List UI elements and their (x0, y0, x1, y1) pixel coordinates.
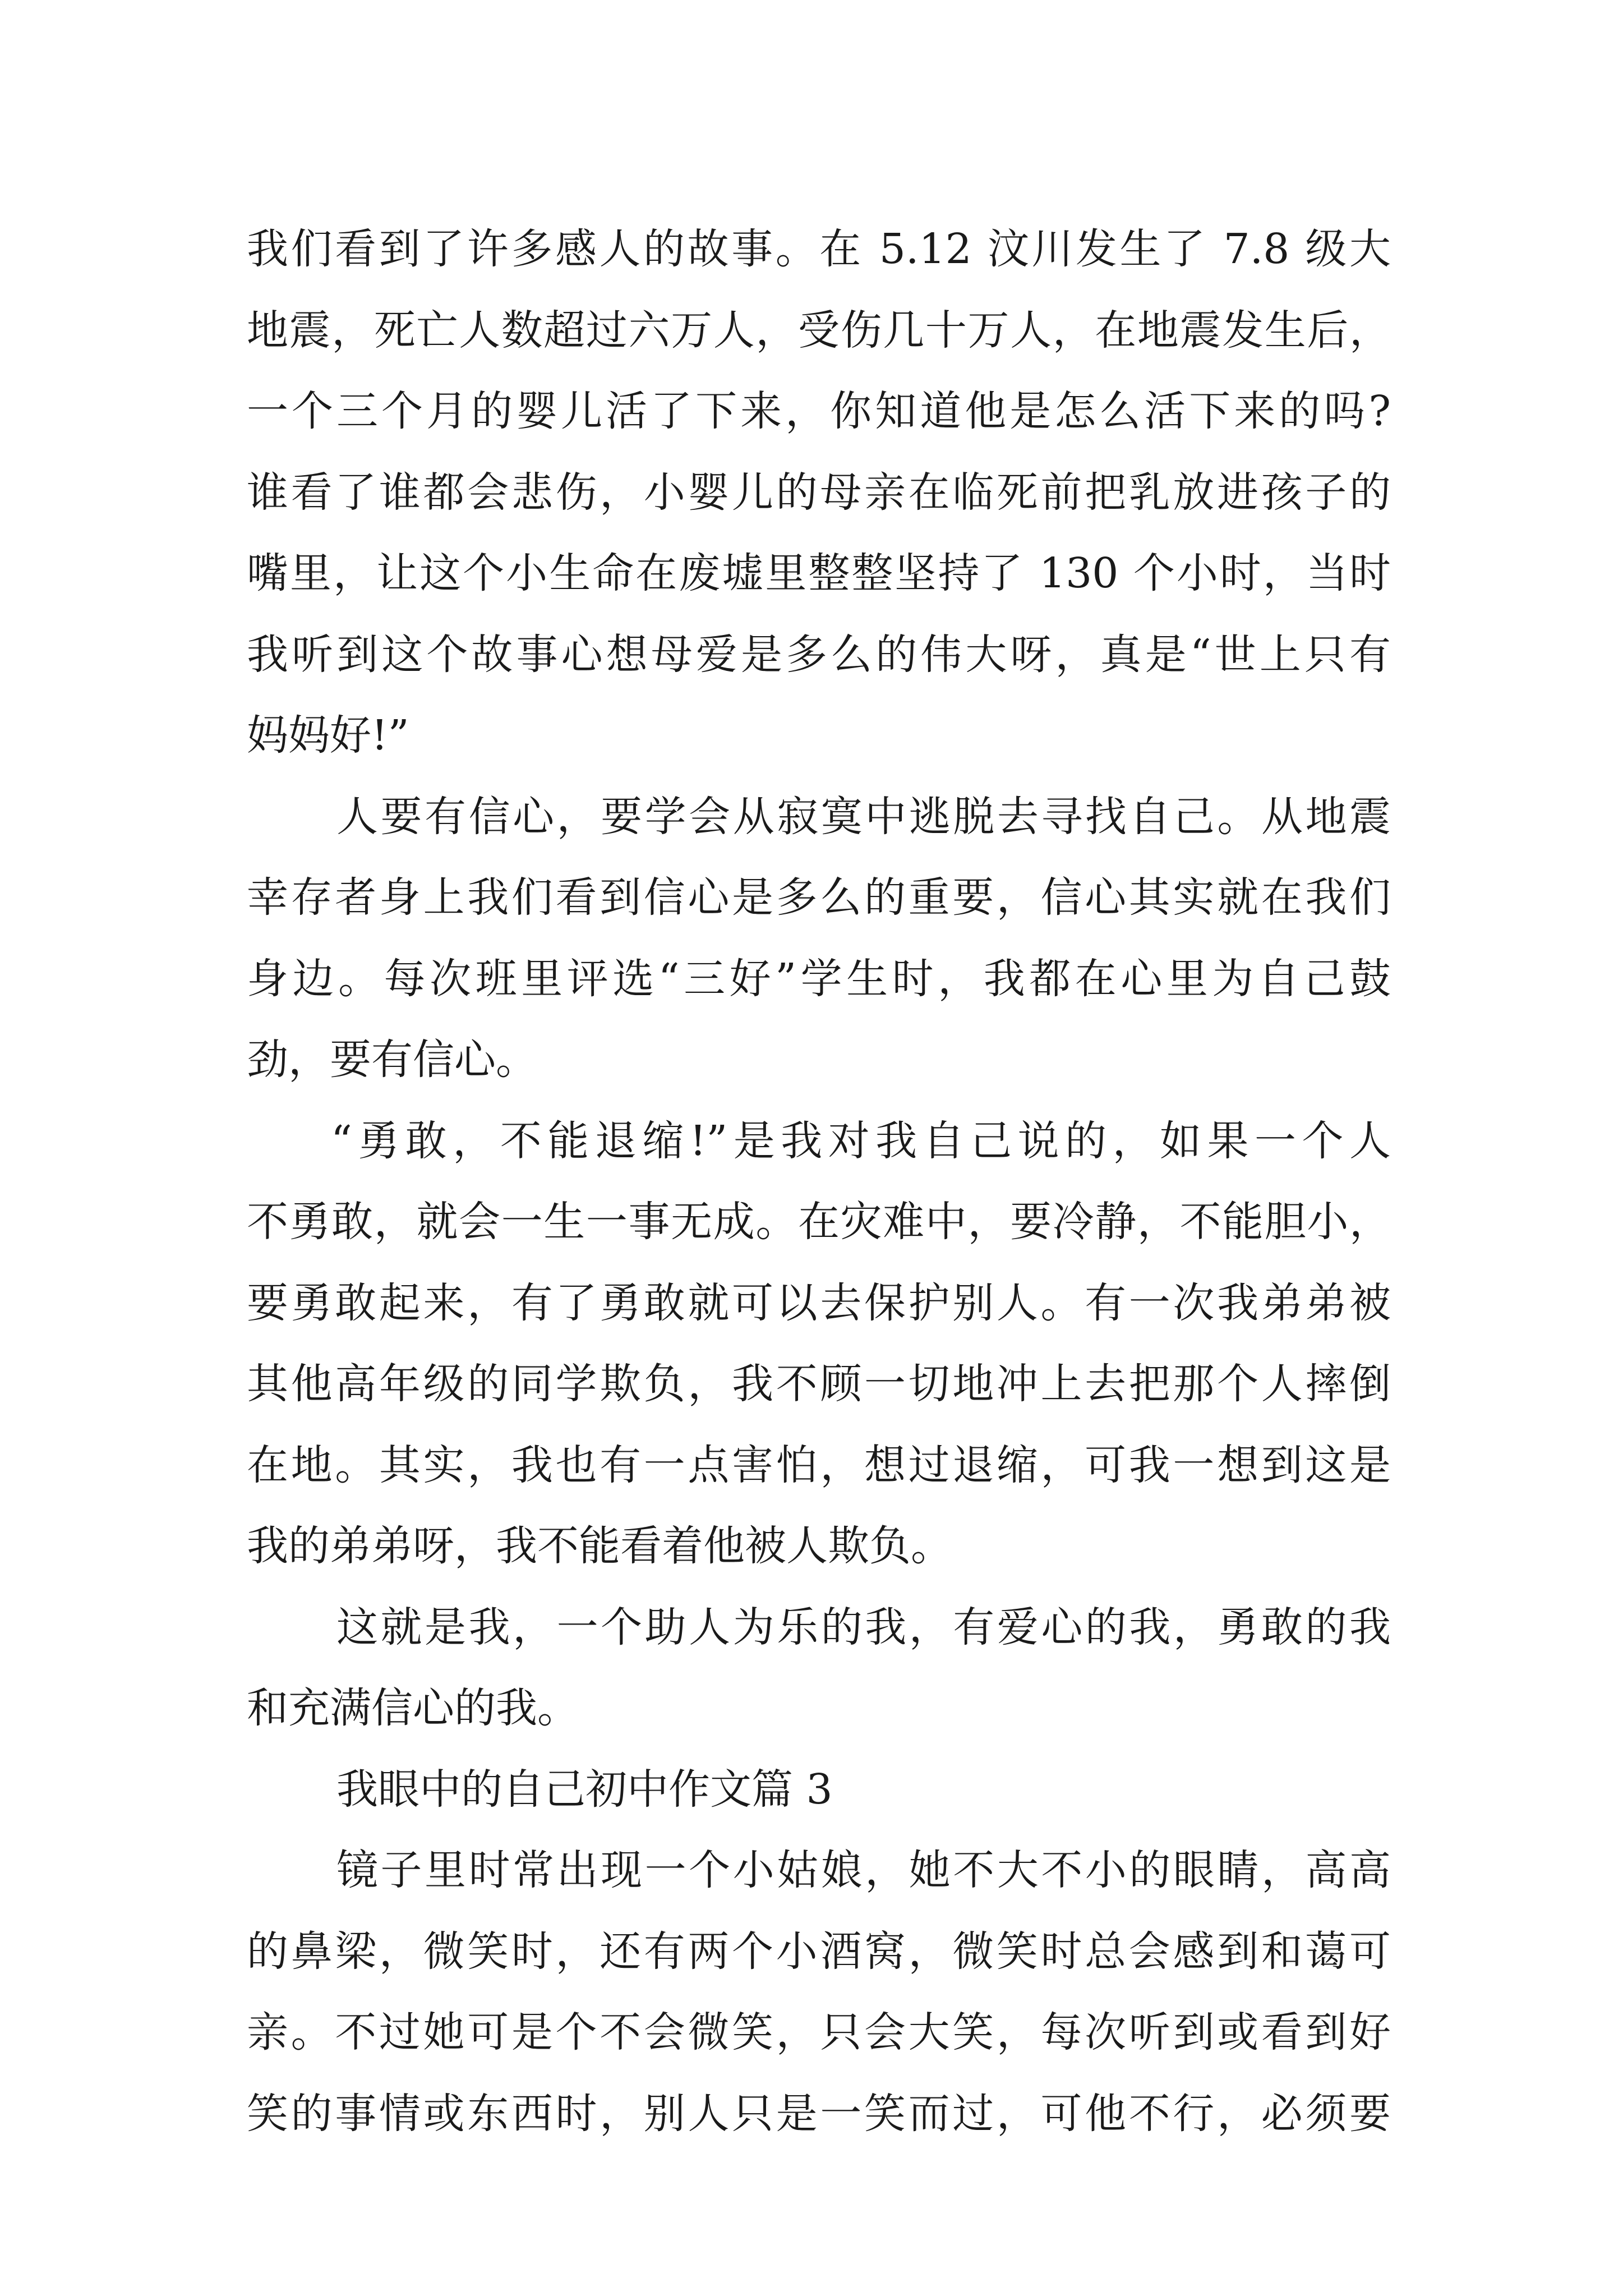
text-line-10: 身边。每次班里评选“三好”学生时，我都在心里为自己鼓 (247, 954, 1391, 1003)
text-line-6: 我听到这个故事心想母爱是多么的伟大呀，真是“世上只有 (247, 630, 1391, 679)
text-line-14: 要勇敢起来，有了勇敢就可以去保护别人。有一次我弟弟被 (247, 1278, 1391, 1327)
text-line-2: 地震，死亡人数超过六万人，受伤几十万人，在地震发生后， (247, 306, 1391, 355)
text-line-8: 人要有信心，要学会从寂寞中逃脱去寻找自己。从地震 (336, 792, 1391, 841)
text-line-3: 一个三个月的婴儿活了下来，你知道他是怎么活下来的吗? (247, 387, 1391, 435)
text-line-13: 不勇敢，就会一生一事无成。在灾难中，要冷静，不能胆小， (247, 1198, 1391, 1246)
document-body (247, 209, 1391, 2154)
text-line-9: 幸存者身上我们看到信心是多么的重要，信心其实就在我们 (247, 873, 1391, 922)
text-line-21: 镜子里时常出现一个小姑娘，她不大不小的眼睛，高高 (336, 1846, 1391, 1894)
section-heading: 我眼中的自己初中作文篇 3 (336, 1765, 833, 1814)
text-line-24: 笑的事情或东西时，别人只是一笑而过，可他不行，必须要 (247, 2089, 1391, 2138)
text-line-22: 的鼻梁，微笑时，还有两个小酒窝，微笑时总会感到和蔼可 (247, 1927, 1391, 1976)
text-line-11: 劲，要有信心。 (247, 1036, 537, 1084)
text-line-7: 妈妈好!” (247, 711, 409, 760)
text-line-18: 这就是我，一个助人为乐的我，有爱心的我，勇敢的我 (336, 1603, 1391, 1651)
text-line-23: 亲。不过她可是个不会微笑，只会大笑，每次听到或看到好 (247, 2008, 1391, 2056)
text-line-5: 嘴里，让这个小生命在废墟里整整坚持了 130 个小时，当时 (247, 549, 1391, 597)
text-line-17: 我的弟弟呀，我不能看着他被人欺负。 (247, 1522, 952, 1570)
text-line-1: 我们看到了许多感人的故事。在 5.12 汶川发生了 7.8 级大 (247, 225, 1391, 273)
text-line-4: 谁看了谁都会悲伤，小婴儿的母亲在临死前把乳放进孩子的 (247, 468, 1391, 517)
text-line-16: 在地。其实，我也有一点害怕，想过退缩，可我一想到这是 (247, 1441, 1391, 1489)
text-line-15: 其他高年级的同学欺负，我不顾一切地冲上去把那个人摔倒 (247, 1360, 1391, 1408)
text-line-12: “勇敢，不能退缩!”是我对我自己说的，如果一个人 (331, 1116, 1391, 1165)
text-line-19: 和充满信心的我。 (247, 1684, 579, 1732)
